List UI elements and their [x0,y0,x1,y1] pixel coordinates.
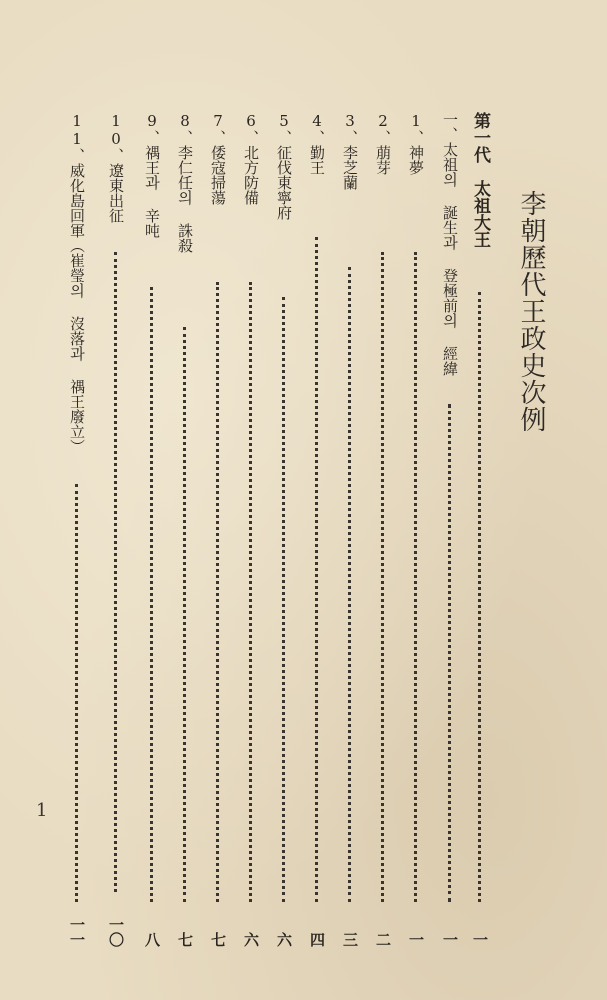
leader-dots [448,404,451,902]
toc-entry [63,112,91,947]
toc-entry-label: 11、威化島回軍（崔瑩의 沒落과 禑王廢立） [68,112,86,454]
toc-entry [171,112,199,947]
leader-dots [75,484,78,902]
toc-entry [336,112,364,947]
toc-entry [138,112,166,947]
toc-entry-label: 2、萠芽 [374,112,392,175]
toc-entry-page: 一一 [68,917,86,947]
toc-entry [436,112,464,947]
page-title: 李朝歷代王政史次例 [516,190,546,433]
toc-entry-page: 六 [275,932,293,947]
leader-dots [315,237,318,902]
toc-entry-page: 四 [308,932,326,947]
leader-dots [348,267,351,902]
toc-entry [369,112,397,947]
toc-entry-page: 七 [176,932,194,947]
leader-dots [282,297,285,902]
toc-entry [270,112,298,947]
leader-dots [249,282,252,902]
toc-entry-label: 9、禑王과 辛吨 [143,112,161,238]
toc-entry-label: 一、太祖의 誕生과 登極前의 經緯 [441,112,459,376]
toc-entry-page: 六 [242,932,260,947]
toc-entry-label: 8、李仁任의 誅殺 [176,112,194,253]
leader-dots [183,327,186,902]
toc-entry [237,112,265,947]
leader-dots [216,282,219,902]
toc-entry-page: 二 [374,932,392,947]
toc-entry [102,112,130,947]
leader-dots [414,252,417,902]
toc-entry-label: 7、倭寇掃蕩 [209,112,227,205]
toc-entry [204,112,232,947]
toc-entry-page: 七 [209,932,227,947]
toc-entry-page: 三 [341,932,359,947]
leader-dots [114,252,117,892]
toc-entry-label: 10、遼東出征 [107,112,125,223]
toc-entry [466,112,494,947]
toc-entry-label: 3、李芝蘭 [341,112,359,190]
toc-entry [303,112,331,947]
toc-entry [402,112,430,947]
toc-entry-page: 八 [143,932,161,947]
toc-entry-label: 第一代 太祖大王 [470,112,490,248]
toc-entry-label: 4、勤王 [308,112,326,175]
page-number: 1 [36,800,48,821]
toc-entry-label: 6、北方防備 [242,112,260,205]
toc-entry-label: 1、神夢 [407,112,425,175]
toc-entry-page: 一〇 [107,917,125,947]
toc-entry-page: 一 [441,932,459,947]
toc-entry-page: 一 [407,932,425,947]
toc-entry-page: 一 [471,932,489,947]
leader-dots [478,292,481,902]
toc-entry-label: 5、征伐東寧府 [275,112,293,220]
leader-dots [381,252,384,902]
leader-dots [150,287,153,902]
